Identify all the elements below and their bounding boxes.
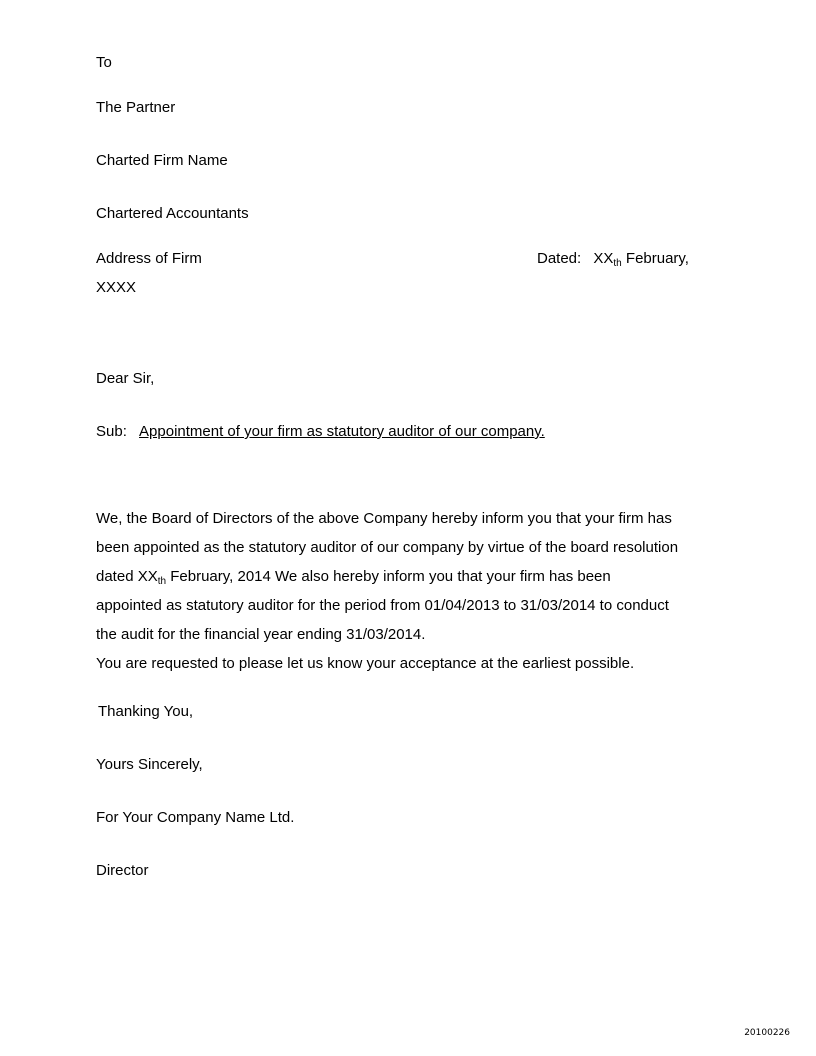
body-line3-post: February, 2014 We also hereby inform you that your firm has been: [166, 568, 611, 585]
date-month-year: February,: [621, 250, 689, 267]
subject-label: Sub:: [96, 423, 127, 440]
to-label: To: [96, 54, 112, 71]
date-day-suffix: th: [613, 258, 622, 269]
footer-code: 20100226: [744, 1028, 790, 1038]
subject-text: Appointment of your firm as statutory auditor of our company.: [139, 423, 545, 440]
closing-designation: Director: [96, 862, 149, 879]
date-label: Dated:: [537, 250, 582, 267]
body-line: We, the Board of Directors of the above Company hereby inform you that your firm has: [96, 510, 672, 527]
recipient-address: Address of Firm: [96, 250, 202, 267]
body-line: You are requested to please let us know your acceptance at the earliest possible.: [96, 655, 635, 672]
recipient-designation: Chartered Accountants: [96, 205, 249, 222]
body-paragraph: [96, 504, 678, 678]
salutation: Dear Sir,: [96, 370, 155, 387]
recipient-firm-name: Charted Firm Name: [96, 152, 228, 169]
body-line3-pre: dated XX: [96, 568, 158, 585]
date-year: XXXX: [96, 279, 137, 296]
closing-thanks: Thanking You,: [98, 703, 194, 720]
closing-company: For Your Company Name Ltd.: [96, 809, 295, 826]
date-line: [537, 250, 689, 268]
date-day: XX: [593, 250, 614, 267]
recipient-title: The Partner: [96, 99, 176, 116]
body-line: appointed as statutory auditor for the period from 01/04/2013 to 31/03/2014 to conduct: [96, 597, 669, 614]
closing-sincerely: Yours Sincerely,: [96, 756, 203, 773]
body-line3-suffix: th: [157, 576, 167, 587]
body-line: the audit for the financial year ending 31/03/2014.: [96, 626, 426, 643]
body-line: [96, 562, 678, 591]
body-line: been appointed as the statutory auditor of our company by virtue of the board resolution: [96, 539, 679, 556]
subject-line: [96, 423, 545, 441]
